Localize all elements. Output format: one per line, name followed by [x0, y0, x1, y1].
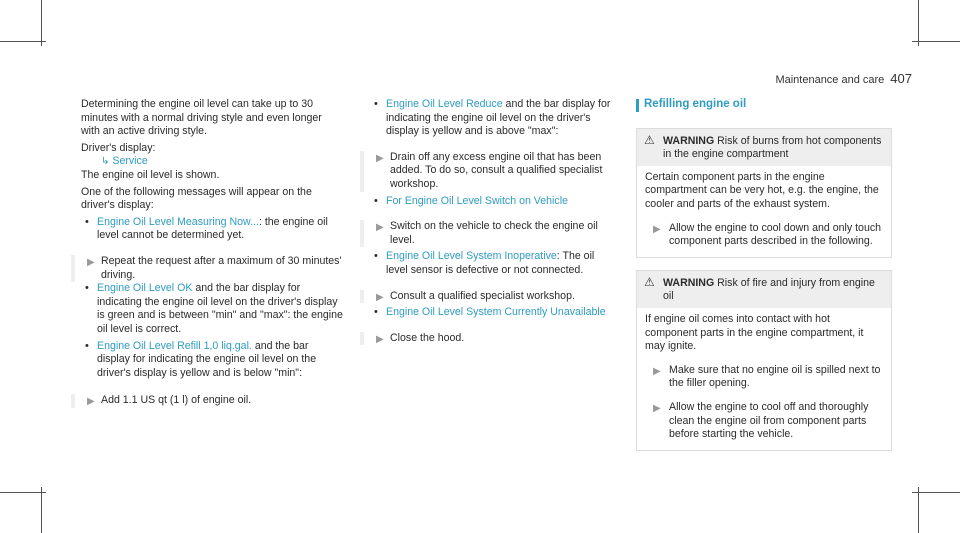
message-ok: Engine Oil Level OK	[97, 282, 193, 295]
service-menu: Service	[112, 155, 148, 168]
message-inoperative: Engine Oil Level System Inoperative	[386, 250, 557, 263]
step	[360, 290, 618, 304]
crop-mark	[41, 0, 42, 46]
section-title: Maintenance and care	[775, 74, 885, 86]
warning-body	[637, 166, 891, 257]
list-item	[81, 340, 343, 381]
warning-header	[637, 271, 891, 308]
warning-title: Risk of fire and injury from engine oil	[663, 276, 875, 303]
crop-mark	[0, 41, 46, 42]
message-refill: Engine Oil Level Refill 1,0 liq.gal.	[97, 339, 252, 352]
step-text: Close the hood.	[390, 331, 465, 344]
message-switch-on: For Engine Oil Level Switch on Vehicle	[386, 194, 568, 207]
warning-icon: ⚠	[644, 274, 655, 289]
warning-box	[636, 128, 892, 258]
step-arrow-icon: ▶	[376, 222, 384, 234]
section-heading: Refilling engine oil	[636, 98, 892, 112]
message-measuring: Engine Oil Level Measuring Now...	[97, 215, 259, 228]
step-text: Switch on the vehicle to check the engine oil level.	[390, 220, 598, 246]
list-item	[370, 195, 618, 209]
step-text: Consult a qualified specialist workshop.	[390, 289, 575, 302]
step	[71, 394, 343, 408]
message-desc: and the bar display for indicating the engine oil level on the driver's display is yellow and is below "min":	[97, 339, 317, 379]
step-text: Drain off any excess engine oil that has been added. To do so, consult a qualified specialist workshop.	[390, 150, 603, 190]
warning-header	[637, 129, 891, 166]
message-desc: and the bar display for indicating the engine oil level on the driver's display is yellow and is above "max":	[386, 98, 611, 138]
one-of-text: One of the following messages will appear on the driver's display:	[81, 185, 312, 212]
message-desc: : The oil level sensor is defective or not connected.	[386, 250, 595, 276]
message-desc: : the engine oil level cannot be determined yet.	[97, 215, 328, 242]
step-text: Add 1.1 US qt (1 l) of engine oil.	[101, 394, 252, 407]
column-3	[636, 98, 892, 451]
step	[360, 151, 618, 192]
warning-label: WARNING	[663, 276, 715, 289]
step	[71, 255, 343, 282]
step	[645, 222, 883, 249]
step-arrow-icon: ▶	[653, 223, 661, 235]
list-item	[81, 216, 343, 243]
display-label: Driver's display:	[81, 141, 156, 154]
message-desc: and the bar display for indicating the engine oil level on the driver's display is green and is between "min" and "max": the engine oil level is correct.	[97, 282, 343, 335]
crop-mark	[41, 487, 42, 533]
service-path	[101, 155, 343, 169]
step	[645, 401, 883, 442]
step-text: Allow the engine to cool down and only touch component parts described in the following.	[669, 221, 882, 248]
step-text: Allow the engine to cool off and thoroughly clean the engine oil from component parts before starting the vehicle.	[669, 400, 869, 441]
warning-icon: ⚠	[644, 132, 655, 147]
step-arrow-icon: ▶	[87, 256, 95, 268]
message-reduce: Engine Oil Level Reduce	[386, 98, 503, 110]
message-unavailable: Engine Oil Level System Currently Unavailable	[386, 306, 606, 319]
page-header	[775, 72, 912, 88]
list-item	[370, 306, 618, 320]
warning-label: WARNING	[663, 134, 715, 147]
step	[645, 364, 883, 391]
step-arrow-icon: ▶	[87, 396, 95, 408]
page-number: 407	[890, 71, 912, 86]
step-arrow-icon: ▶	[376, 291, 384, 303]
list-item	[370, 98, 618, 139]
step-arrow-icon: ▶	[653, 365, 661, 377]
crop-mark	[912, 41, 960, 42]
crop-mark	[0, 492, 46, 493]
warning-text: Certain component parts in the engine compartment can be very hot, e.g. the engine, the cooler and parts of the exhaust system.	[645, 170, 879, 210]
list-item	[370, 250, 618, 277]
step-arrow-icon: ▶	[376, 152, 384, 164]
step	[360, 332, 618, 346]
crop-mark	[912, 492, 960, 493]
step-text: Repeat the request after a maximum of 30 minutes' driving.	[101, 254, 342, 281]
step-arrow-icon: ▶	[376, 333, 384, 345]
warning-title: Risk of burns from hot components in the engine compartment	[663, 134, 882, 161]
submenu-arrow-icon: ↳	[101, 156, 110, 168]
crop-mark	[918, 0, 919, 46]
step-text: Make sure that no engine oil is spilled next to the filler opening.	[669, 363, 881, 390]
column-2	[370, 98, 618, 345]
warning-body	[637, 308, 891, 450]
list-item	[81, 282, 343, 336]
crop-mark	[918, 487, 919, 533]
shown-text: The engine oil level is shown.	[81, 168, 220, 181]
step-arrow-icon: ▶	[653, 402, 661, 414]
warning-box	[636, 270, 892, 451]
intro-text: Determining the engine oil level can take up to 30 minutes with a normal driving style and even longer with an active driving style.	[81, 98, 322, 138]
step	[360, 220, 618, 247]
warning-text: If engine oil comes into contact with hot component parts in the engine compartment, it may ignite.	[645, 312, 864, 353]
column-1	[81, 98, 343, 408]
